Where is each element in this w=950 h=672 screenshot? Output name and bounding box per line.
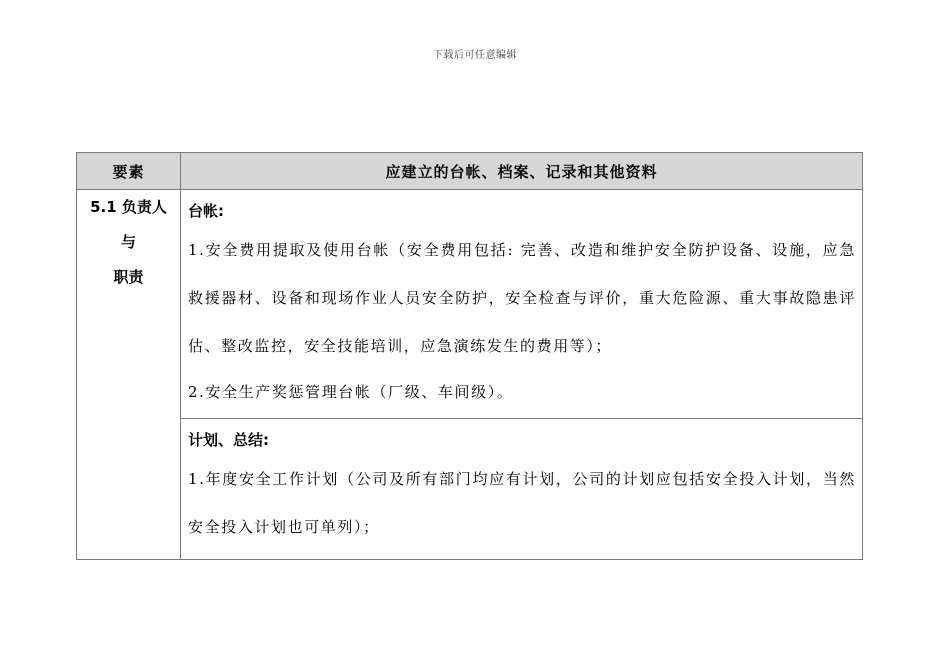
table-row	[77, 419, 863, 560]
element-cell	[77, 190, 181, 560]
page-header-note: 下载后可任意编辑	[433, 50, 517, 61]
element-label-line: 与	[120, 233, 136, 251]
list-item: 2.安全生产奖惩管理台帐（厂级、车间级）。	[188, 383, 514, 401]
table-row	[77, 190, 863, 419]
plan-summary-section	[181, 419, 863, 560]
ledger-section	[181, 190, 863, 419]
element-label-line: 职责	[113, 268, 144, 286]
header-records: 应建立的台帐、档案、记录和其他资料	[181, 153, 863, 190]
list-item: 1.年度安全工作计划（公司及所有部门均应有计划，公司的计划应包括安全投入计划，当然安全投入计划也可单列）；	[188, 470, 856, 536]
list-item: 1.安全费用提取及使用台帐（安全费用包括: 完善、改造和维护安全防护设备、设施，应急救援器材、设备和现场作业人员安全防护，安全检查与评价，重大危险源、重大事故隐患评估、整改监控，安全技能培训，应急演练发生的费用等）；	[188, 241, 856, 355]
records-table	[76, 152, 863, 560]
table-header-row	[77, 153, 863, 190]
header-element: 要素	[77, 153, 181, 190]
element-label-line: 5.1 负责人	[90, 198, 167, 216]
section-title: 台帐:	[188, 202, 224, 220]
section-title: 计划、总结:	[188, 431, 269, 449]
